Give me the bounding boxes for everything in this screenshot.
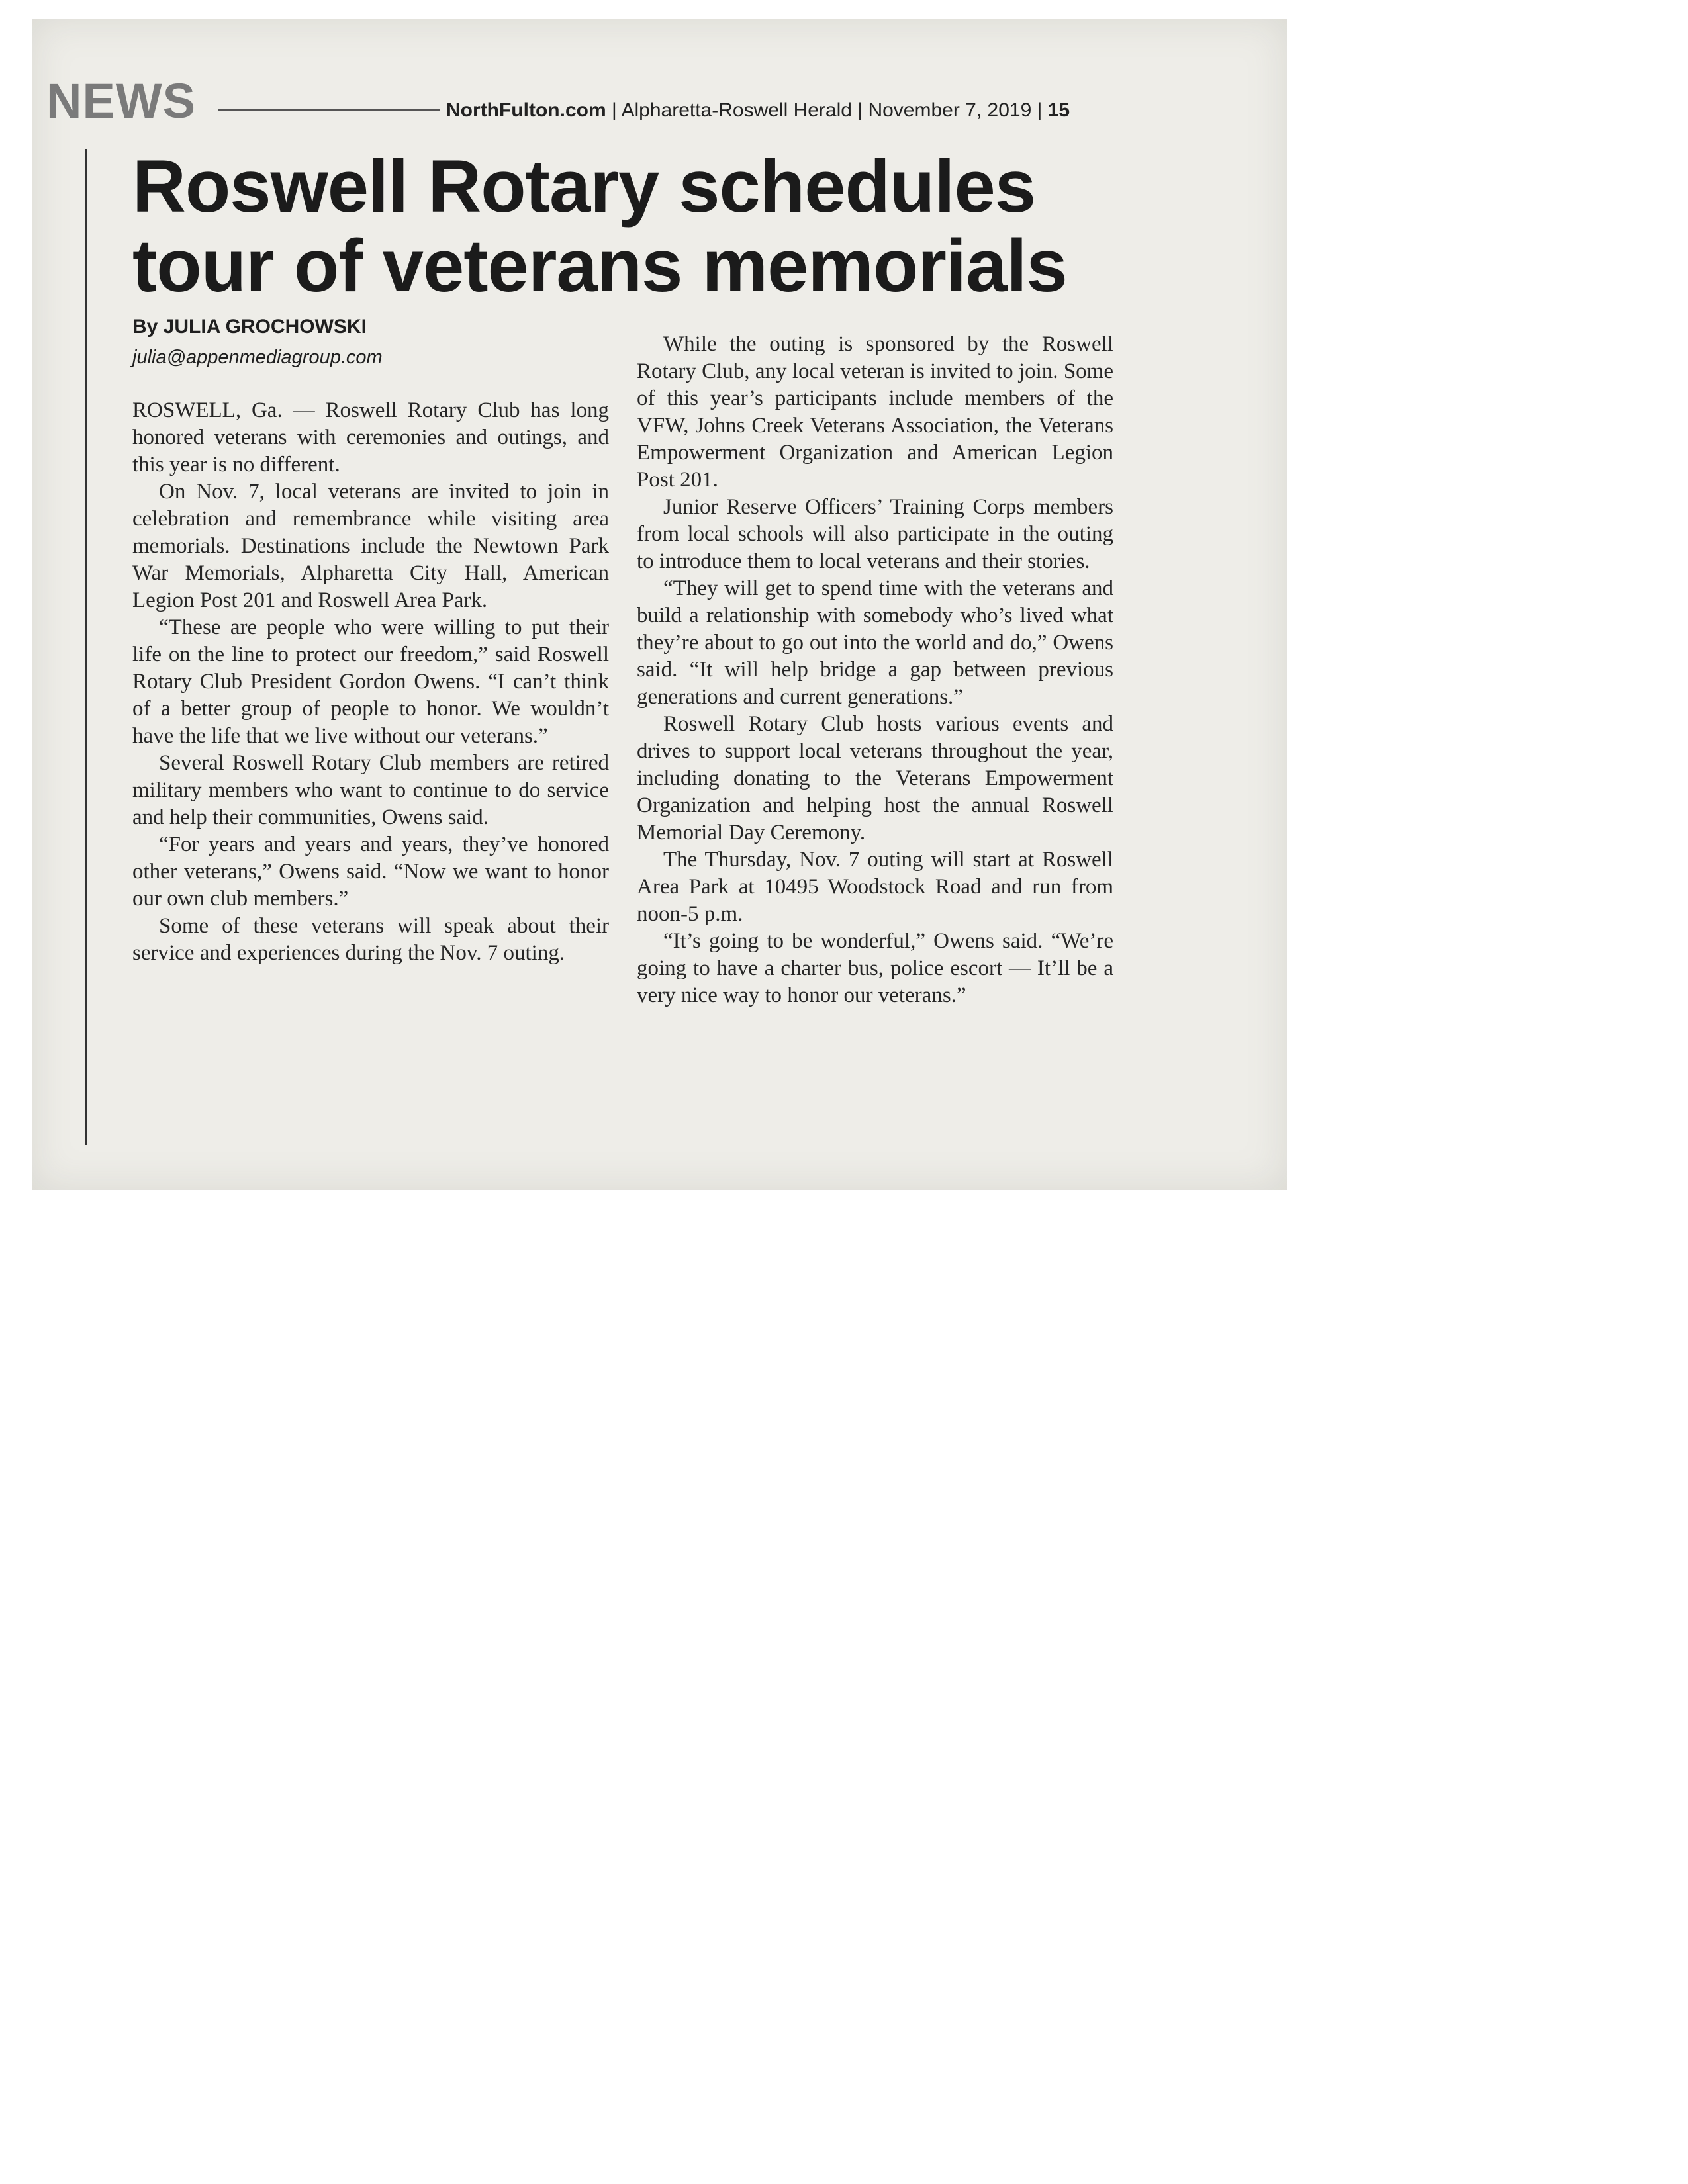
paragraph: “These are people who were willing to put their life on the line to protect our freedom,” said Roswell Rotary Club President Gordon Owens. “I can’t think of a better group of people to honor. We wouldn’t have the life that we live without our veterans.” [132,615,609,748]
article-column-left [132,397,609,967]
paragraph: Junior Reserve Officers’ Training Corps members from local schools will also participate in the outing to introduce them to local veterans and their stories. [637,495,1113,573]
section-label: NEWS [46,73,196,128]
paragraph: Several Roswell Rotary Club members are retired military members who want to continue to do service and help their communities, Owens said. [132,751,609,829]
separator: | [857,99,863,121]
separator: | [1037,99,1043,121]
paragraph: “They will get to spend time with the veterans and build a relationship with somebody who’s lived what they’re about to go out into the world and do,” Owens said. “It will help bridge a gap between previous generations and current generations.” [637,576,1113,709]
paragraph: “It’s going to be wonderful,” Owens said. “We’re going to have a charter bus, police escort — It’ll be a very nice way to honor our veterans.” [637,929,1113,1007]
article-headline [132,147,1139,306]
page-number: 15 [1047,99,1070,121]
author-email: julia@appenmediagroup.com [132,347,383,368]
paragraph: While the outing is sponsored by the Roswell Rotary Club, any local veteran is invited to join. Some of this year’s participants include members of the VFW, Johns Creek Veterans Association, the Veterans Empowerment Organization and American Legion Post 201. [637,332,1113,492]
separator: | [611,99,617,121]
headline-line-2: tour of veterans memorials [132,224,1067,307]
paragraph: ROSWELL, Ga. — Roswell Rotary Club has long honored veterans with ceremonies and outings, and this year is no different. [132,398,609,477]
byline: By JULIA GROCHOWSKI [132,316,367,338]
publication-name: Alpharetta-Roswell Herald [621,99,852,121]
site-name: NorthFulton.com [446,99,606,121]
column-rule [85,149,87,1145]
paragraph: “For years and years and years, they’ve honored other veterans,” Owens said. “Now we want to honor our own club members.” [132,833,609,911]
masthead [446,99,1070,122]
paragraph: Roswell Rotary Club hosts various events and drives to support local veterans throughout the year, including donating to the Veterans Empowerment Organization and helping host the annual Roswell Memorial Day Ceremony. [637,712,1113,844]
headline-line-1: Roswell Rotary schedules [132,145,1036,228]
paragraph: On Nov. 7, local veterans are invited to join in celebration and remembrance while visiting area memorials. Destinations include the Newtown Park War Memorials, Alpharetta City Hall, American Legion Post 201 and Roswell Area Park. [132,480,609,612]
header-rule [218,109,440,111]
publication-date: November 7, 2019 [868,99,1032,121]
article-column-right [637,331,1113,1009]
paragraph: The Thursday, Nov. 7 outing will start at Roswell Area Park at 10495 Woodstock Road and run from noon-5 p.m. [637,848,1113,926]
paragraph: Some of these veterans will speak about their service and experiences during the Nov. 7 outing. [132,914,609,965]
